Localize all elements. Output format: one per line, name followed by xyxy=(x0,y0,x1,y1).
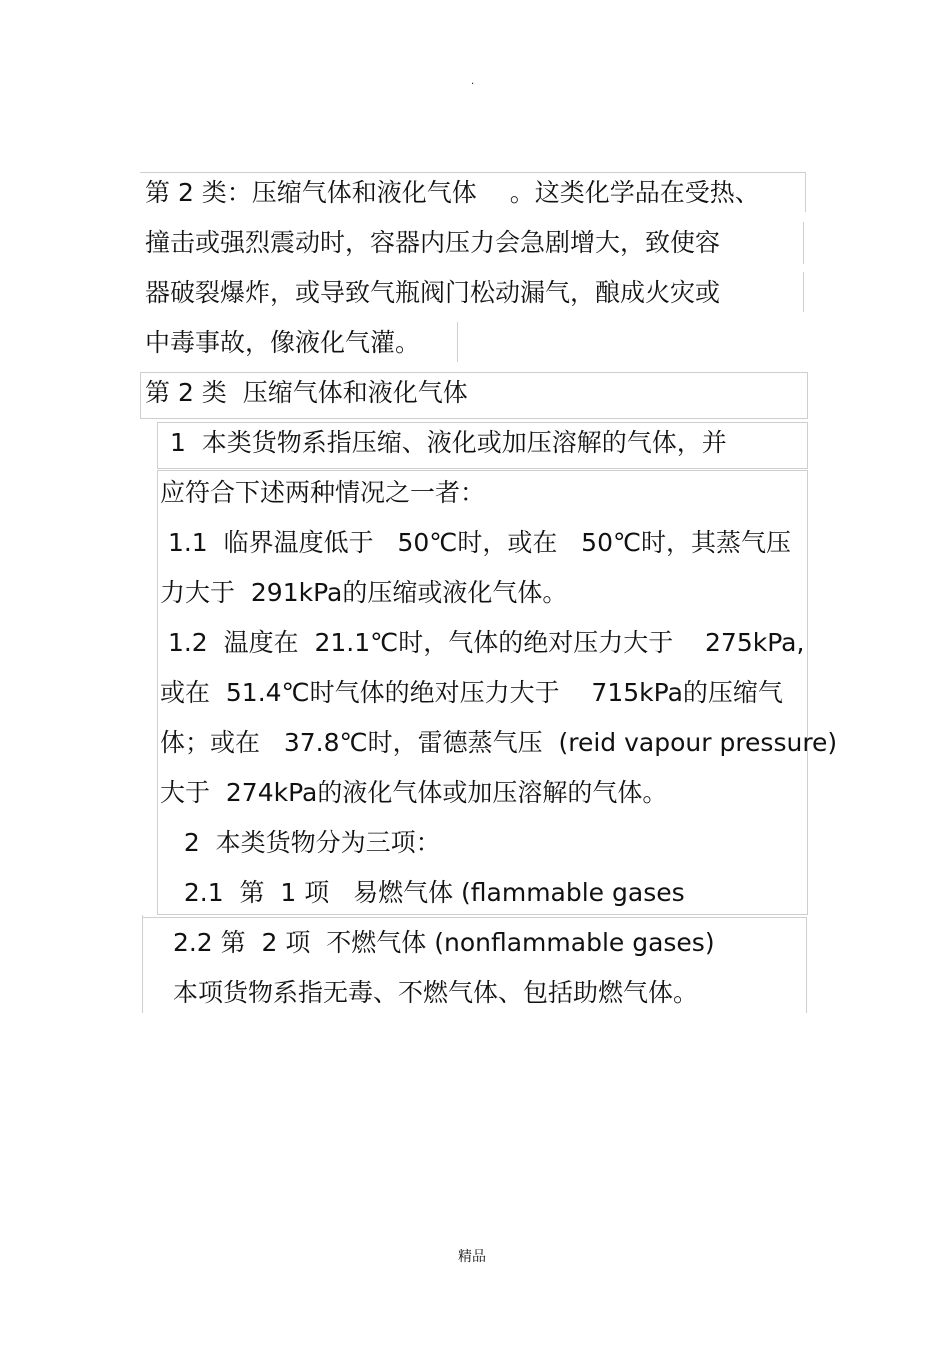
section1-line: 或在 51.4℃时气体的绝对压力大于 715kPa的压缩气 xyxy=(160,678,783,707)
cell-border xyxy=(803,222,804,264)
intro-line: 器破裂爆炸，或导致气瓶阀门松动漏气，酿成火灾或 xyxy=(145,278,721,307)
section1-line: 1.2 温度在 21.1℃时，气体的绝对压力大于 275kPa, xyxy=(160,628,805,657)
cell-border xyxy=(806,917,807,1013)
intro-line: 撞击或强烈震动时，容器内压力会急剧增大，致使容 xyxy=(145,228,721,257)
top-mark: · xyxy=(471,79,475,90)
section1-line: 应符合下述两种情况之一者： xyxy=(160,478,486,507)
cell-border xyxy=(805,172,806,212)
section1-line: 1 本类货物系指压缩、液化或加压溶解的气体，并 xyxy=(162,428,727,457)
cell-border xyxy=(142,917,806,918)
section1-line: 2 本类货物分为三项： xyxy=(160,828,441,857)
section2-line: 2.2 第 2 项 不燃气体 (nonflammable gases) xyxy=(165,928,715,957)
intro-line: 中毒事故，像液化气灌。 xyxy=(145,328,421,357)
section2-line: 本项货物系指无毒、不燃气体、包括助燃气体。 xyxy=(165,978,698,1007)
section1-line: 力大于 291kPa的压缩或液化气体。 xyxy=(160,578,568,607)
intro-line: 第 2 类：压缩气体和液化气体 。这类化学品在受热、 xyxy=(145,178,760,207)
section1-line: 2.1 第 1 项 易燃气体 (flammable gases xyxy=(160,878,685,907)
footer-label: 精品 xyxy=(458,1249,486,1265)
cell-border xyxy=(140,172,805,173)
cell-border xyxy=(803,272,804,312)
cell-border xyxy=(142,915,143,1013)
section1-line: 1.1 临界温度低于 50℃时，或在 50℃时，其蒸气压 xyxy=(160,528,792,557)
section-heading: 第 2 类 压缩气体和液化气体 xyxy=(145,378,468,407)
section1-line: 体；或在 37.8℃时，雷德蒸气压 (reid vapour pressure) xyxy=(160,728,838,757)
section1-line: 大于 274kPa的液化气体或加压溶解的气体。 xyxy=(160,778,668,807)
cell-border xyxy=(457,322,458,362)
